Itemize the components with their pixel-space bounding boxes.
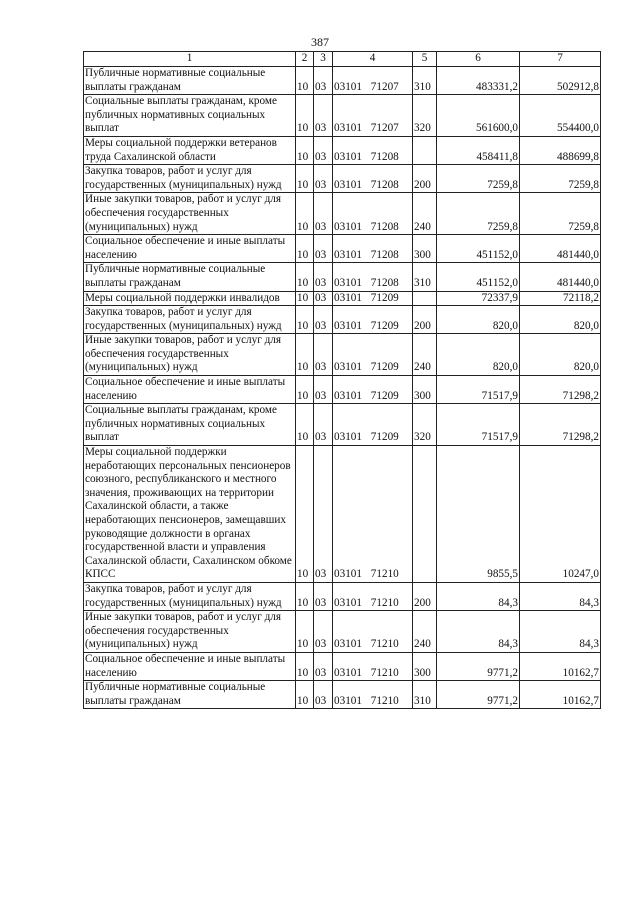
row-expense-type-cell: 300 bbox=[413, 652, 437, 680]
row-amount-col6-cell: 820,0 bbox=[437, 306, 520, 334]
header-col-4: 4 bbox=[333, 52, 413, 67]
row-target-article-cell bbox=[333, 67, 413, 95]
row-target-article-cell bbox=[333, 376, 413, 404]
target-article-program-code: 03101 bbox=[334, 220, 362, 233]
target-article-program-code: 03101 bbox=[334, 638, 362, 651]
row-expense-type-cell: 310 bbox=[413, 681, 437, 709]
row-section-cell: 10 bbox=[296, 334, 314, 376]
row-amount-col7-cell: 84,3 bbox=[520, 611, 601, 653]
row-amount-col7-cell: 820,0 bbox=[520, 334, 601, 376]
row-subsection-cell: 03 bbox=[314, 291, 333, 306]
row-amount-col7-cell: 488699,8 bbox=[520, 136, 601, 164]
table-row bbox=[84, 235, 601, 263]
row-expense-type-cell: 310 bbox=[413, 67, 437, 95]
target-article-direction-code: 71210 bbox=[370, 666, 399, 679]
target-article-program-code: 03101 bbox=[334, 291, 362, 304]
row-subsection-cell: 03 bbox=[314, 611, 333, 653]
row-name-cell: Закупка товаров, работ и услуг для государственных (муниципальных) нужд bbox=[84, 165, 296, 193]
table-row bbox=[84, 652, 601, 680]
row-target-article-cell bbox=[333, 263, 413, 291]
table-row bbox=[84, 193, 601, 235]
target-article-direction-code: 71210 bbox=[370, 568, 399, 581]
row-name-cell: Иные закупки товаров, работ и услуг для обеспечения государственных (муниципальных) нужд bbox=[84, 193, 296, 235]
row-subsection-cell: 03 bbox=[314, 235, 333, 263]
row-amount-col6-cell: 820,0 bbox=[437, 334, 520, 376]
row-section-cell: 10 bbox=[296, 376, 314, 404]
row-target-article-cell bbox=[333, 582, 413, 610]
header-col-1: 1 bbox=[84, 52, 296, 67]
row-name-cell: Иные закупки товаров, работ и услуг для обеспечения государственных (муниципальных) нужд bbox=[84, 611, 296, 653]
table-row bbox=[84, 404, 601, 446]
row-amount-col7-cell: 72118,2 bbox=[520, 291, 601, 306]
row-section-cell: 10 bbox=[296, 263, 314, 291]
row-subsection-cell: 03 bbox=[314, 67, 333, 95]
row-amount-col6-cell: 451152,0 bbox=[437, 263, 520, 291]
row-target-article-cell bbox=[333, 291, 413, 306]
row-section-cell: 10 bbox=[296, 611, 314, 653]
row-amount-col6-cell: 7259,8 bbox=[437, 165, 520, 193]
row-amount-col7-cell: 71298,2 bbox=[520, 404, 601, 446]
target-article-program-code: 03101 bbox=[334, 596, 362, 609]
target-article-program-code: 03101 bbox=[334, 178, 362, 191]
row-amount-col7-cell: 820,0 bbox=[520, 306, 601, 334]
row-section-cell: 10 bbox=[296, 652, 314, 680]
target-article-direction-code: 71208 bbox=[370, 178, 399, 191]
row-section-cell: 10 bbox=[296, 681, 314, 709]
row-expense-type-cell: 320 bbox=[413, 404, 437, 446]
row-subsection-cell: 03 bbox=[314, 404, 333, 446]
row-name-cell: Социальные выплаты гражданам, кроме публичных нормативных социальных выплат bbox=[84, 404, 296, 446]
row-amount-col6-cell: 71517,9 bbox=[437, 376, 520, 404]
row-target-article-cell bbox=[333, 404, 413, 446]
target-article-program-code: 03101 bbox=[334, 666, 362, 679]
target-article-program-code: 03101 bbox=[334, 80, 362, 93]
row-expense-type-cell: 240 bbox=[413, 334, 437, 376]
row-amount-col6-cell: 84,3 bbox=[437, 611, 520, 653]
row-target-article-cell bbox=[333, 136, 413, 164]
target-article-program-code: 03101 bbox=[334, 361, 362, 374]
row-section-cell: 10 bbox=[296, 193, 314, 235]
row-expense-type-cell: 200 bbox=[413, 582, 437, 610]
row-amount-col7-cell: 84,3 bbox=[520, 582, 601, 610]
row-subsection-cell: 03 bbox=[314, 263, 333, 291]
row-name-cell: Иные закупки товаров, работ и услуг для обеспечения государственных (муниципальных) нужд bbox=[84, 334, 296, 376]
row-section-cell: 10 bbox=[296, 582, 314, 610]
row-expense-type-cell: 300 bbox=[413, 376, 437, 404]
table-row bbox=[84, 446, 601, 583]
header-col-5: 5 bbox=[413, 52, 437, 67]
target-article-direction-code: 71210 bbox=[370, 596, 399, 609]
row-name-cell: Закупка товаров, работ и услуг для государственных (муниципальных) нужд bbox=[84, 582, 296, 610]
target-article-program-code: 03101 bbox=[334, 389, 362, 402]
row-amount-col7-cell: 554400,0 bbox=[520, 95, 601, 137]
row-target-article-cell bbox=[333, 193, 413, 235]
row-target-article-cell bbox=[333, 95, 413, 137]
table-header-row bbox=[84, 52, 601, 67]
table-row bbox=[84, 306, 601, 334]
row-target-article-cell bbox=[333, 306, 413, 334]
row-subsection-cell: 03 bbox=[314, 165, 333, 193]
row-amount-col6-cell: 72337,9 bbox=[437, 291, 520, 306]
row-subsection-cell: 03 bbox=[314, 652, 333, 680]
row-name-cell: Меры социальной поддержки неработающих персональных пенсионеров союзного, республиканского и местного значения, проживающих на территории Сахалинской области, а также неработающих пенсионеров, замещавших руководящие должности в органах государственной власти и управления Сахалинской области, Сахалинском обкоме КПСС bbox=[84, 446, 296, 583]
target-article-direction-code: 71208 bbox=[370, 220, 399, 233]
row-section-cell: 10 bbox=[296, 165, 314, 193]
row-subsection-cell: 03 bbox=[314, 334, 333, 376]
table-row bbox=[84, 334, 601, 376]
budget-table bbox=[83, 51, 601, 709]
row-name-cell: Публичные нормативные социальные выплаты гражданам bbox=[84, 67, 296, 95]
target-article-program-code: 03101 bbox=[334, 319, 362, 332]
target-article-program-code: 03101 bbox=[334, 568, 362, 581]
header-col-6: 6 bbox=[437, 52, 520, 67]
row-name-cell: Социальные выплаты гражданам, кроме публичных нормативных социальных выплат bbox=[84, 95, 296, 137]
table-row bbox=[84, 136, 601, 164]
row-section-cell: 10 bbox=[296, 446, 314, 583]
row-name-cell: Социальное обеспечение и иные выплаты населению bbox=[84, 652, 296, 680]
target-article-program-code: 03101 bbox=[334, 694, 362, 707]
table-row bbox=[84, 681, 601, 709]
row-amount-col7-cell: 10247,0 bbox=[520, 446, 601, 583]
row-expense-type-cell: 200 bbox=[413, 165, 437, 193]
row-subsection-cell: 03 bbox=[314, 193, 333, 235]
row-name-cell: Социальное обеспечение и иные выплаты населению bbox=[84, 235, 296, 263]
row-name-cell: Закупка товаров, работ и услуг для государственных (муниципальных) нужд bbox=[84, 306, 296, 334]
table-row bbox=[84, 376, 601, 404]
row-target-article-cell bbox=[333, 334, 413, 376]
row-amount-col6-cell: 9771,2 bbox=[437, 681, 520, 709]
row-expense-type-cell: 300 bbox=[413, 235, 437, 263]
row-name-cell: Социальное обеспечение и иные выплаты населению bbox=[84, 376, 296, 404]
header-col-2: 2 bbox=[296, 52, 314, 67]
row-subsection-cell: 03 bbox=[314, 446, 333, 583]
row-name-cell: Меры социальной поддержки инвалидов bbox=[84, 291, 296, 306]
header-col-7: 7 bbox=[520, 52, 601, 67]
row-section-cell: 10 bbox=[296, 291, 314, 306]
target-article-direction-code: 71209 bbox=[370, 319, 399, 332]
row-amount-col6-cell: 451152,0 bbox=[437, 235, 520, 263]
target-article-program-code: 03101 bbox=[334, 122, 362, 135]
target-article-direction-code: 71209 bbox=[370, 361, 399, 374]
target-article-direction-code: 71208 bbox=[370, 248, 399, 261]
header-col-3: 3 bbox=[314, 52, 333, 67]
target-article-program-code: 03101 bbox=[334, 276, 362, 289]
row-section-cell: 10 bbox=[296, 136, 314, 164]
target-article-direction-code: 71208 bbox=[370, 150, 399, 163]
row-amount-col6-cell: 71517,9 bbox=[437, 404, 520, 446]
row-section-cell: 10 bbox=[296, 95, 314, 137]
row-subsection-cell: 03 bbox=[314, 306, 333, 334]
row-expense-type-cell bbox=[413, 446, 437, 583]
row-amount-col6-cell: 84,3 bbox=[437, 582, 520, 610]
row-subsection-cell: 03 bbox=[314, 681, 333, 709]
target-article-direction-code: 71210 bbox=[370, 638, 399, 651]
row-subsection-cell: 03 bbox=[314, 95, 333, 137]
row-expense-type-cell: 200 bbox=[413, 306, 437, 334]
row-subsection-cell: 03 bbox=[314, 582, 333, 610]
row-subsection-cell: 03 bbox=[314, 376, 333, 404]
row-amount-col6-cell: 7259,8 bbox=[437, 193, 520, 235]
row-name-cell: Меры социальной поддержки ветеранов труда Сахалинской области bbox=[84, 136, 296, 164]
row-amount-col6-cell: 458411,8 bbox=[437, 136, 520, 164]
row-expense-type-cell: 240 bbox=[413, 611, 437, 653]
row-expense-type-cell: 310 bbox=[413, 263, 437, 291]
target-article-direction-code: 71208 bbox=[370, 276, 399, 289]
row-amount-col7-cell: 502912,8 bbox=[520, 67, 601, 95]
row-section-cell: 10 bbox=[296, 67, 314, 95]
target-article-direction-code: 71210 bbox=[370, 694, 399, 707]
row-amount-col6-cell: 561600,0 bbox=[437, 95, 520, 137]
table-row bbox=[84, 95, 601, 137]
table-row bbox=[84, 611, 601, 653]
row-section-cell: 10 bbox=[296, 404, 314, 446]
row-target-article-cell bbox=[333, 235, 413, 263]
table-row bbox=[84, 291, 601, 306]
row-target-article-cell bbox=[333, 611, 413, 653]
row-name-cell: Публичные нормативные социальные выплаты гражданам bbox=[84, 263, 296, 291]
row-section-cell: 10 bbox=[296, 306, 314, 334]
row-expense-type-cell: 240 bbox=[413, 193, 437, 235]
row-amount-col7-cell: 7259,8 bbox=[520, 165, 601, 193]
page-number: 387 bbox=[311, 35, 329, 49]
row-amount-col7-cell: 7259,8 bbox=[520, 193, 601, 235]
target-article-direction-code: 71209 bbox=[370, 389, 399, 402]
row-subsection-cell: 03 bbox=[314, 136, 333, 164]
row-section-cell: 10 bbox=[296, 235, 314, 263]
row-amount-col6-cell: 9771,2 bbox=[437, 652, 520, 680]
row-amount-col6-cell: 483331,2 bbox=[437, 67, 520, 95]
table-row bbox=[84, 165, 601, 193]
target-article-direction-code: 71209 bbox=[370, 291, 399, 304]
target-article-program-code: 03101 bbox=[334, 150, 362, 163]
row-amount-col7-cell: 481440,0 bbox=[520, 263, 601, 291]
target-article-program-code: 03101 bbox=[334, 431, 362, 444]
table-row bbox=[84, 263, 601, 291]
row-amount-col7-cell: 71298,2 bbox=[520, 376, 601, 404]
row-amount-col7-cell: 481440,0 bbox=[520, 235, 601, 263]
row-expense-type-cell bbox=[413, 136, 437, 164]
row-amount-col6-cell: 9855,5 bbox=[437, 446, 520, 583]
target-article-program-code: 03101 bbox=[334, 248, 362, 261]
target-article-direction-code: 71207 bbox=[370, 122, 399, 135]
row-amount-col7-cell: 10162,7 bbox=[520, 652, 601, 680]
row-expense-type-cell bbox=[413, 291, 437, 306]
table-row bbox=[84, 582, 601, 610]
row-expense-type-cell: 320 bbox=[413, 95, 437, 137]
target-article-direction-code: 71209 bbox=[370, 431, 399, 444]
row-name-cell: Публичные нормативные социальные выплаты гражданам bbox=[84, 681, 296, 709]
row-target-article-cell bbox=[333, 652, 413, 680]
row-target-article-cell bbox=[333, 681, 413, 709]
row-target-article-cell bbox=[333, 165, 413, 193]
target-article-direction-code: 71207 bbox=[370, 80, 399, 93]
row-amount-col7-cell: 10162,7 bbox=[520, 681, 601, 709]
table-row bbox=[84, 67, 601, 95]
row-target-article-cell bbox=[333, 446, 413, 583]
